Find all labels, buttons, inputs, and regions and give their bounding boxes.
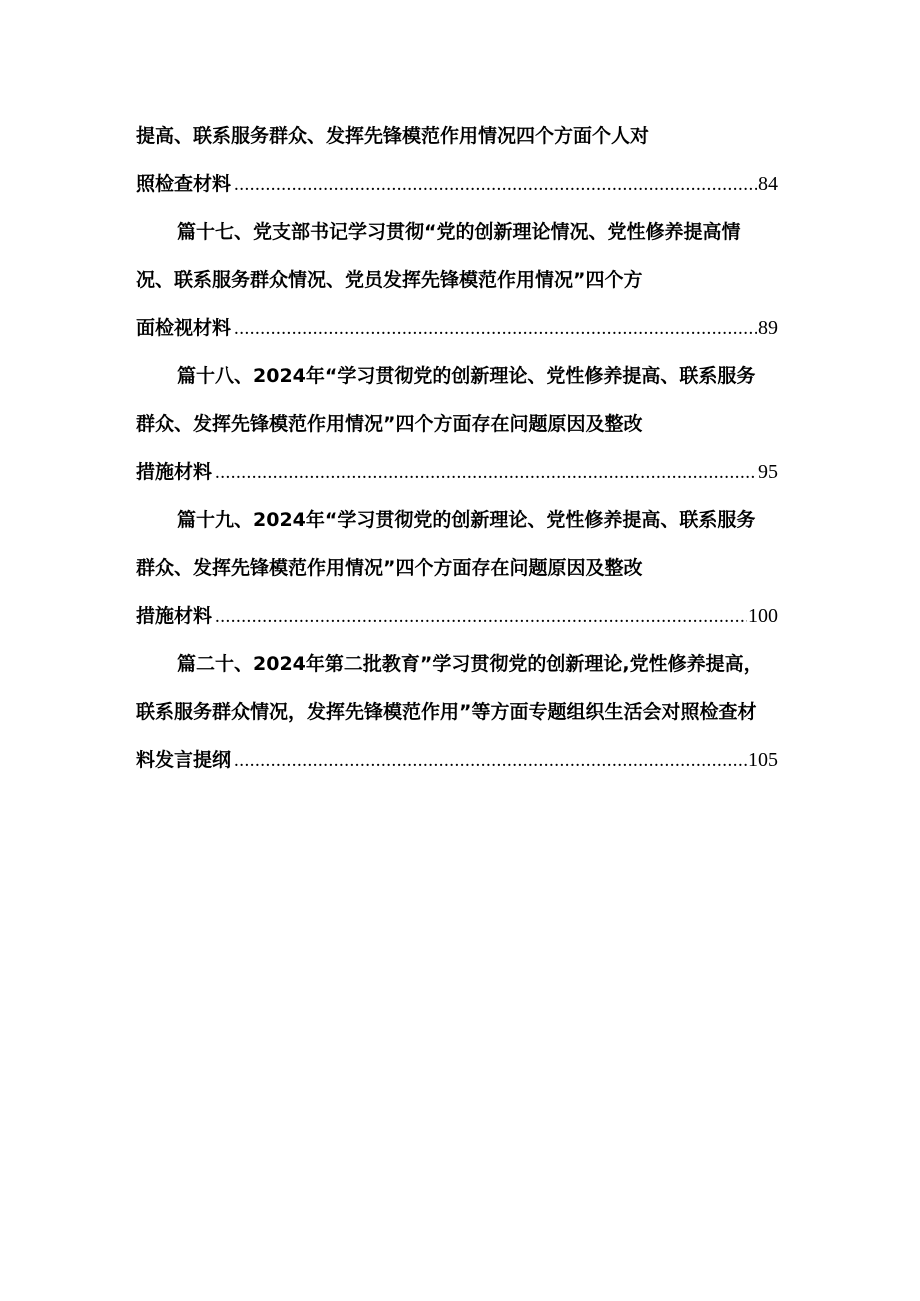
toc-entry-text-end: 面检视材料 [136,317,232,339]
toc-entry-leader-line [136,304,778,352]
toc-entry[interactable] [136,208,796,352]
dot-leader [234,161,757,208]
toc-entry-text-line: 群众、发挥先锋模范作用情况”四个方面存在问题原因及整改 [136,557,643,579]
toc-entry-leader-line [136,448,778,496]
toc-entry-text-end: 料发言提纲 [136,749,232,771]
toc-page-number: 84 [758,173,778,195]
toc-page-number: 100 [748,605,778,627]
dot-leader [215,593,747,640]
dot-leader [234,305,757,352]
toc-entry-text-line: 联系服务群众情况，发挥先锋模范作用”等方面专题组织生活会对照检查材 [136,701,757,723]
toc-entry-text-end: 措施材料 [136,461,213,483]
toc-page-number: 95 [758,461,778,483]
toc-entry-leader-line [136,592,778,640]
toc-entry-title-line: 篇二十、2024年第二批教育”学习贯彻党的创新理论,党性修养提高， [177,653,763,675]
toc-page-number: 105 [748,749,778,771]
toc-entry[interactable] [136,352,796,496]
toc-entry-leader-line [136,160,778,208]
table-of-contents [136,112,796,784]
toc-entry-text-line: 群众、发挥先锋模范作用情况”四个方面存在问题原因及整改 [136,413,643,435]
toc-entry[interactable] [136,640,796,784]
toc-entry-text-line: 况、联系服务群众情况、党员发挥先锋模范作用情况”四个方 [136,269,643,291]
dot-leader [234,737,747,784]
toc-entry-title-line: 篇十七、党支部书记学习贯彻“党的创新理论情况、党性修养提高情 [177,221,741,243]
toc-entry-title-line: 篇十九、2024年“学习贯彻党的创新理论、党性修养提高、联系服务 [177,509,756,531]
toc-page-number: 89 [758,317,778,339]
toc-entry-title-line: 篇十八、2024年“学习贯彻党的创新理论、党性修养提高、联系服务 [177,365,756,387]
toc-entry-text-line: 提高、联系服务群众、发挥先锋模范作用情况四个方面个人对 [136,125,650,147]
dot-leader [215,449,757,496]
toc-entry-text-end: 照检查材料 [136,173,232,195]
toc-entry-text-end: 措施材料 [136,605,213,627]
toc-entry-leader-line [136,736,778,784]
toc-entry[interactable] [136,112,796,208]
toc-entry[interactable] [136,496,796,640]
